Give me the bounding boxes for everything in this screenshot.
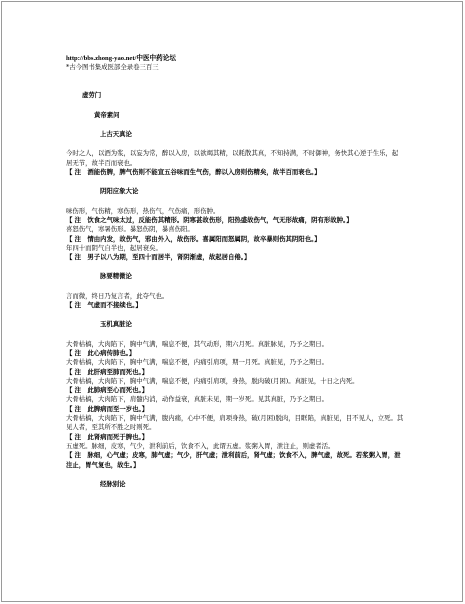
paragraph: 大骨枯槁，大肉陷下，胸中气满，喘息不便，其气动形，期六月死。真脏脉见，乃予之期日。 [66,339,329,348]
annotation: 【 注 脉细，心气虚；皮寒，肺气虚；气少，肝气虚；泄利前后，肾气虚；饮食不入，脾气虚，故死。若浆粥入胃，泄注止，胃气复也，故生。】 [66,451,401,469]
chapter-title: 上古天真论 [100,130,132,139]
paragraph: 今时之人，以酒为浆，以妄为常，醉以入房，以欲竭其精，以耗散其真，不知持满，不时御神，务快其心逆于生乐，起居无节，故半百而衰也。 [66,149,399,167]
annotation: 【 注 此心病传肺也。】 [66,348,136,357]
paragraph: 大骨枯槁，大肉陷下，胸中气满，喘息不便，内痛引肩项，身热，脱肉破(月困)。真脏见，十日之内死。 [66,376,359,385]
paragraph: 五虚死。脉细，皮寒，气少，泄利前后，饮食不入，此谓五虚。浆粥入胃，泄注止，则虚者活。 [66,441,335,450]
annotation: 【 注 此肝病至肺而死也。】 [66,367,149,376]
chapter-title: 经脉别论 [100,479,126,488]
annotation: 【 注 此肾病而死于脾也。】 [66,432,149,441]
book-volume-line: *古今图书集成医部全录卷三百三 [66,63,159,72]
book-title: 黄帝素问 [94,110,120,119]
annotation: 【 注 情由内发，故伤气，邪由外入，故伤形。喜属阳而怒属阴，故卒暴则伤其阴阳也。】 [66,234,321,243]
paragraph: 大骨枯槁，大肉陷下，胸中气满，腹内痛，心中不便，肩项身热，破(月困)脱肉，目眶陷，真脏见，目不见人，立死。其见人者，至其所不胜之时则死。 [66,414,404,432]
paragraph: 味伤形，气伤精，寒伤形，热伤气，气伤痛，形伤肿。 [66,206,220,215]
section-title: 虚劳门 [82,90,102,99]
chapter-title: 阴阳应象大论 [100,187,139,196]
paragraph: 大骨枯槁，大肉陷下，肩髓内消，动作益衰，真脏未见，期一岁死。见其真脏，乃予之期日。 [66,395,329,404]
source-url: http://bbs.zhong-yao.net/中医中药论坛 [66,55,176,62]
chapter-title: 脉要精微论 [100,272,132,281]
annotation: 【 注 气虚而不接续也。】 [66,301,142,310]
paragraph: 大骨枯槁，大肉陷下，胸中气满，喘息不便，内痛引肩项，期一月死。真脏见，乃予之期日。 [66,358,329,367]
annotation: 【 注 此脾病而至一岁也。】 [66,404,149,413]
paragraph: 喜怒伤气，寒暑伤形。暴怒伤阴，暴喜伤阳。 [66,225,194,234]
annotation: 【 注 饮食之气味太过，反能伤其精形。阴寒甚故伤形，阳热盛故伤气，气无形故痛，阴有形故肿。】 [66,215,353,224]
annotation: 【 注 男子以八为期，至四十而居半，肾阴渐虚，故起居自倦。】 [66,253,251,262]
document-page [66,54,404,489]
chapter-title: 玉机真脏论 [100,320,132,329]
annotation: 【 注 酒能伤脾，脾气伤则不能宣五谷味而生气伤，醉以入房则伤精矣，故半百而衰也。】 [66,168,321,177]
annotation: 【 注 此肺病至心而死也。】 [66,386,149,395]
paragraph: 年四十而阴气自半也，起居衰矣。 [66,243,162,252]
paragraph: 言而微，终日乃复言者，此夺气也。 [66,291,169,300]
